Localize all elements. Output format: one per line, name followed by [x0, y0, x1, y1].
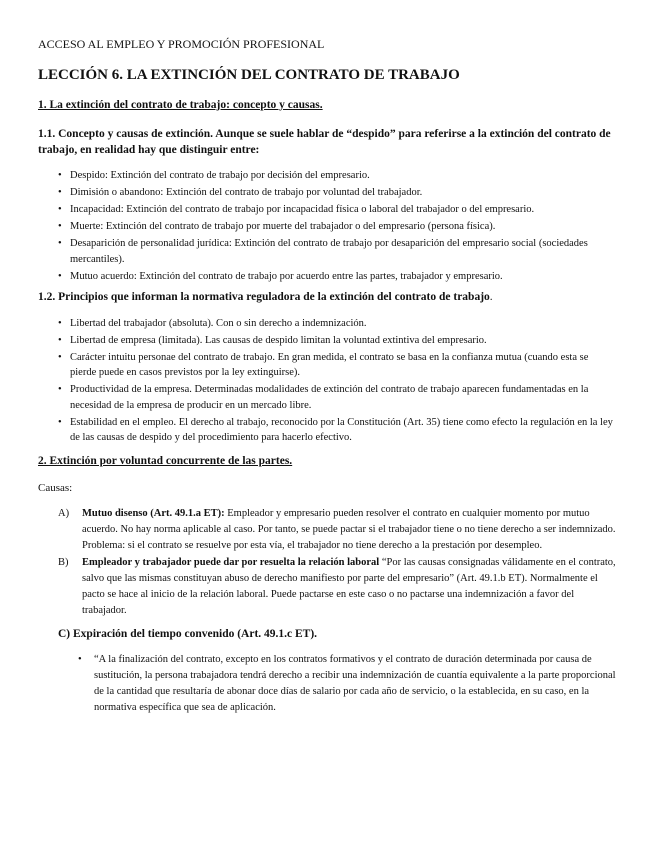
causas-label: Causas: — [38, 481, 73, 494]
list-marker: A) — [58, 507, 70, 519]
lettered-list — [38, 506, 616, 619]
list-item: • Desaparición de personalidad jurídica: Extinción del contrato de trabajo por desaparición del empresario social (sociedades mercantiles). — [58, 236, 616, 267]
list-item: • Dimisión o abandono: Extinción del contrato de trabajo por voluntad del trabajador. — [58, 185, 616, 201]
item-text: Empleador y empresario pueden resolver el contrato en cualquier momento por mutuo acuerdo. No hay norma aplicable al caso. Por tanto, se puede pactar si el trabajador tiene o no tiene derecho a ser indemnizado. Problema: si el contrato se resuelve por esta vía, el trabajador no tiene derecho a la prestación por desempleo. — [82, 507, 616, 551]
course-title: ACCESO AL EMPLEO Y PROMOCIÓN PROFESIONAL — [38, 37, 325, 51]
list-item: • Libertad de empresa (limitada). Las causas de despido limitan la voluntad extintiva del empresario. — [58, 333, 616, 349]
list-item: • Carácter intuitu personae del contrato de trabajo. En gran medida, el contrato se basa en la confianza mutua (cuando esta se pierde puede en casos previstos por la ley extinguirse). — [58, 350, 616, 381]
section-1-heading: 1. La extinción del contrato de trabajo: concepto y causas. — [38, 99, 323, 111]
list-item-a — [58, 506, 616, 554]
subsection-1-1-intro: 1.1. Concepto y causas de extinción. Aunque se suele hablar de “despido” para referirse a la extinción del contrato de trabajo, en realidad hay que distinguir entre: — [38, 128, 611, 156]
item-text: “Por las causas consignadas válidamente en el contrato, salvo que las mismas constituyan abuso de derecho manifiesto por parte del empresario” (Art. 49.1.b ET). Normalmente el pacto se hace al inicio de la relación laboral. Puede pactarse en este caso o no pactarse una indemnización a favor del trabajador. — [82, 556, 616, 616]
list-item: • Estabilidad en el empleo. El derecho al trabajo, reconocido por la Constitución (Art. 35) tiene como efecto la regulación en la ley de las causas de despido y del procedimiento para hacerlo efectivo. — [58, 415, 616, 446]
list-marker: B) — [58, 556, 69, 568]
list-item: • “A la finalización del contrato, excepto en los contratos formativos y el contrato de duración determinada por causa de sustitución, la persona trabajadora tendrá derecho a recibir una indemnización de cuantía equivalente a la parte proporcional de la cantidad que resultaría de abonar doce días de salario por cada año de servicio, o la establecida, en su caso, en la normativa específica que sea de aplicación. — [78, 652, 616, 716]
principles-list — [38, 316, 616, 446]
item-c-heading: C) Expiración del tiempo convenido (Art. 49.1.c ET). — [58, 627, 318, 640]
item-c-list — [38, 652, 616, 716]
list-item: • Despido: Extinción del contrato de trabajo por decisión del empresario. — [58, 168, 616, 184]
list-item: • Mutuo acuerdo: Extinción del contrato de trabajo por acuerdo entre las partes, trabajador y empresario. — [58, 269, 616, 285]
document-page — [38, 36, 616, 716]
subsection-1-2-period: . — [489, 291, 493, 303]
causes-list — [38, 168, 616, 284]
list-item-b — [58, 555, 616, 619]
item-title: Empleador y trabajador puede dar por resuelta la relación laboral — [82, 556, 380, 568]
list-item: • Muerte: Extinción del contrato de trabajo por muerte del trabajador o del empresario (persona física). — [58, 219, 616, 235]
section-2-heading: 2. Extinción por voluntad concurrente de las partes. — [38, 454, 293, 467]
subsection-1-2-heading — [38, 290, 616, 306]
subsection-1-2-title: 1.2. Principios que informan la normativa reguladora de la extinción del contrato de trabajo — [38, 291, 490, 303]
lesson-title: LECCIÓN 6. LA EXTINCIÓN DEL CONTRATO DE TRABAJO — [38, 67, 460, 83]
list-item: • Incapacidad: Extinción del contrato de trabajo por incapacidad física o laboral del trabajador o del empresario. — [58, 202, 616, 218]
item-title: Mutuo disenso (Art. 49.1.a ET): — [82, 507, 225, 519]
list-item: • Libertad del trabajador (absoluta). Con o sin derecho a indemnización. — [58, 316, 616, 332]
list-item: • Productividad de la empresa. Determinadas modalidades de extinción del contrato de trabajo aparecen fundamentadas en la necesidad de la empresa de producir en un mercado libre. — [58, 382, 616, 413]
